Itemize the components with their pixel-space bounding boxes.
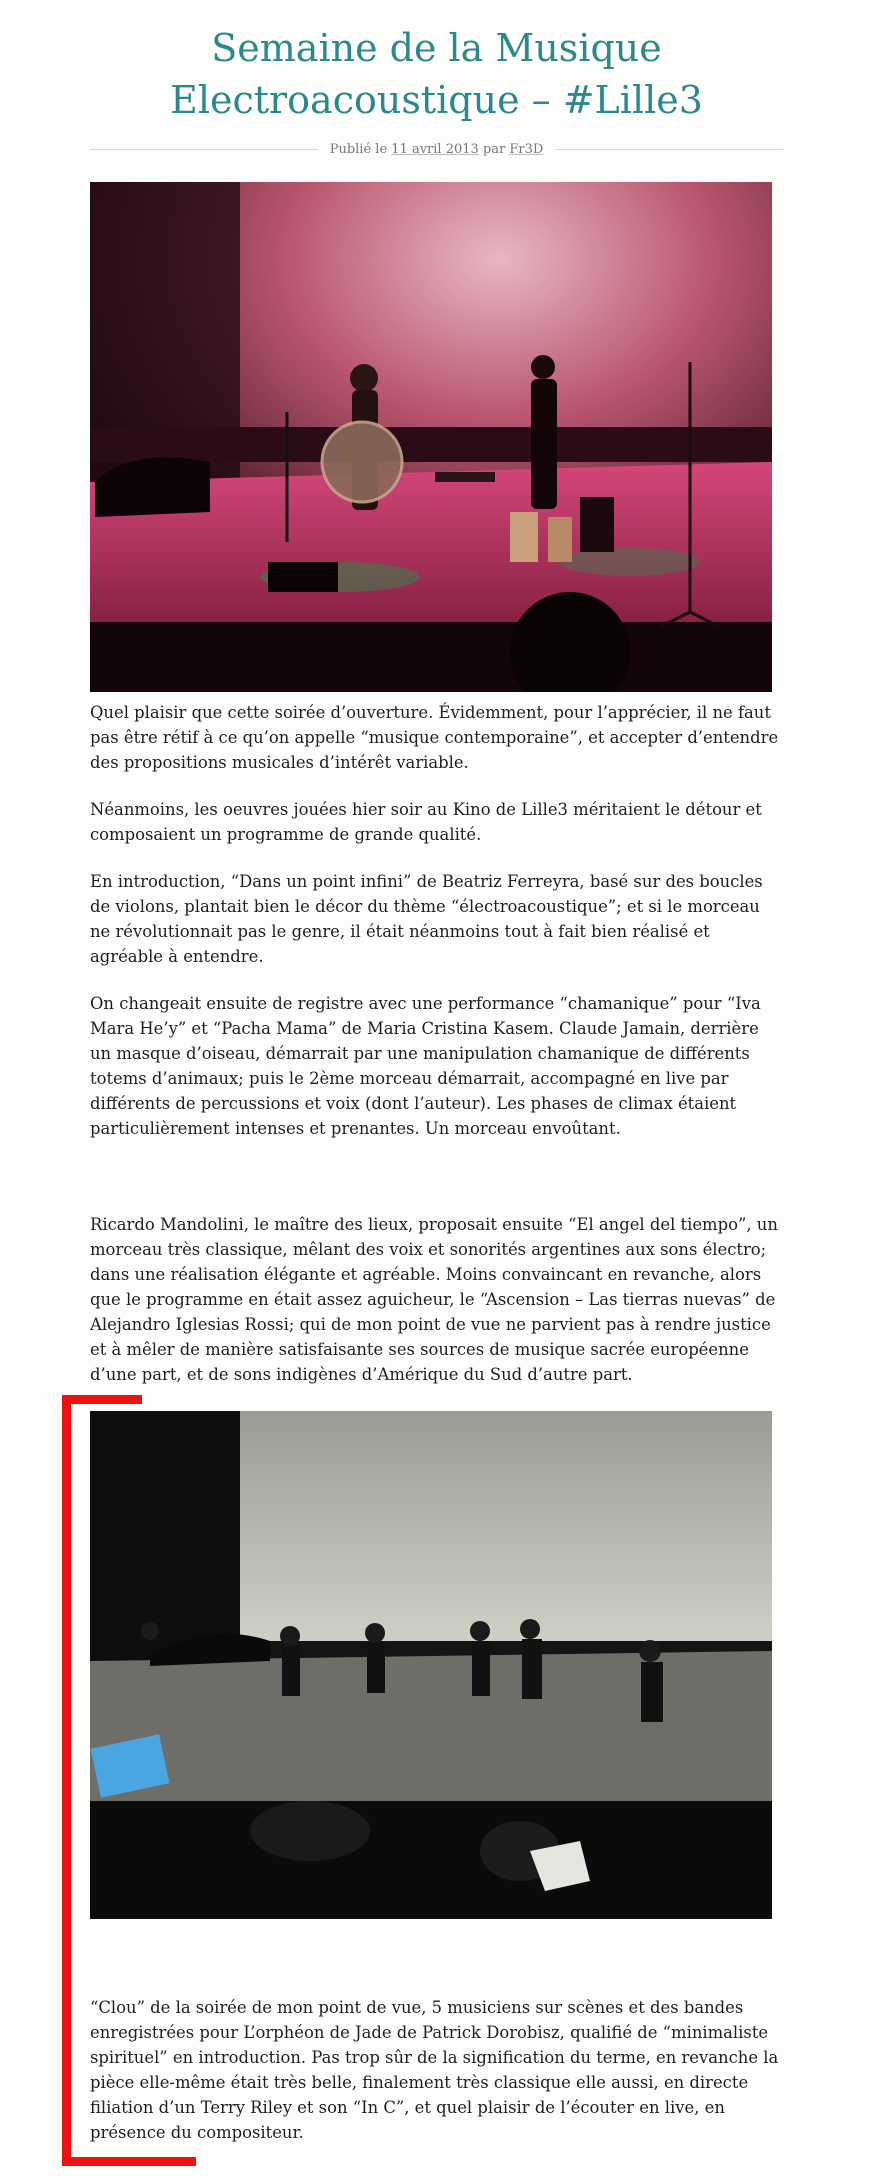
- post-meta: [90, 136, 783, 162]
- paragraph-4: On changeait ensuite de registre avec une performance “chamanique” pour “Iva Mara He’y” et “Pacha Mama” de Maria Cristina Kasem. Claude Jamain, derrière un masque d’oiseau, démarrait par une manipulation chamanique de différents totems d’animaux; puis le 2ème morceau démarrait, accompagné en live par différents de percussions et voix (dont l’auteur). Les phases de climax étaient particulièrement intenses et prenantes. Un morceau envoûtant.: [90, 994, 761, 1138]
- concert-photo-2: [90, 1411, 772, 1919]
- author-prefix: par: [482, 141, 506, 157]
- page-title: [60, 22, 813, 126]
- annotation-bracket-top: [62, 1395, 142, 1404]
- title-line-1: Semaine de la Musique: [211, 26, 662, 70]
- published-date-link[interactable]: 11 avril 2013: [391, 141, 479, 157]
- paragraph-5: Ricardo Mandolini, le maître des lieux, proposait ensuite “El angel del tiempo”, un morceau très classique, mêlant des voix et sonorités argentines aux sons électro; dans une réalisation élégante et agréable. Moins convaincant en revanche, alors que le programme en était assez aguicheur, le “Ascension – Las tierras nuevas” de Alejandro Iglesias Rossi; qui de mon point de vue ne parvient pas à rendre justice et à mêler de manière satisfaisante ses sources de musique sacrée européenne d’une part, et de sons indigènes d’Amérique du Sud d’autre part.: [90, 1215, 778, 1384]
- paragraph-6: “Clou” de la soirée de mon point de vue, 5 musiciens sur scènes et des bandes enregistrées pour L’orphéon de Jade de Patrick Dorobisz, qualifié de “minimaliste spirituel” en introduction. Pas trop sûr de la signification du terme, en revanche la pièce elle-même était très belle, finalement très classique elle aussi, en directe filiation d’un Terry Riley et son “In C”, et quel plaisir de l’écouter en live, en présence du compositeur.: [90, 1998, 779, 2142]
- paragraph-3: En introduction, “Dans un point infini” de Beatriz Ferreyra, basé sur des boucles de violons, plantait bien le décor du thème “électroacoustique”; et si le morceau ne révolutionnait pas le genre, il était néanmoins tout à fait bien réalisé et agréable à entendre.: [90, 872, 763, 966]
- published-prefix: Publié le: [329, 141, 388, 157]
- meta-text: [318, 142, 556, 157]
- concert-photo-2-image: [90, 1411, 772, 1919]
- meta-divider-left: [90, 149, 318, 150]
- annotation-bracket-bottom: [62, 2157, 196, 2166]
- title-line-2: Electroacoustique – #Lille3: [170, 78, 703, 122]
- meta-divider-right: [555, 149, 783, 150]
- paragraph-1: Quel plaisir que cette soirée d’ouverture. Évidemment, pour l’apprécier, il ne faut pas être rétif à ce qu’on appelle “musique contemporaine”, et accepter d’entendre des propositions musicales d’intérêt variable.: [90, 703, 779, 772]
- concert-photo-1: [90, 182, 772, 692]
- concert-photo-1-image: [90, 182, 772, 692]
- paragraph-2: Néanmoins, les oeuvres jouées hier soir au Kino de Lille3 méritaient le détour et composaient un programme de grande qualité.: [90, 800, 762, 844]
- author-link[interactable]: Fr3D: [509, 141, 544, 157]
- annotation-bracket-vertical: [62, 1395, 71, 2166]
